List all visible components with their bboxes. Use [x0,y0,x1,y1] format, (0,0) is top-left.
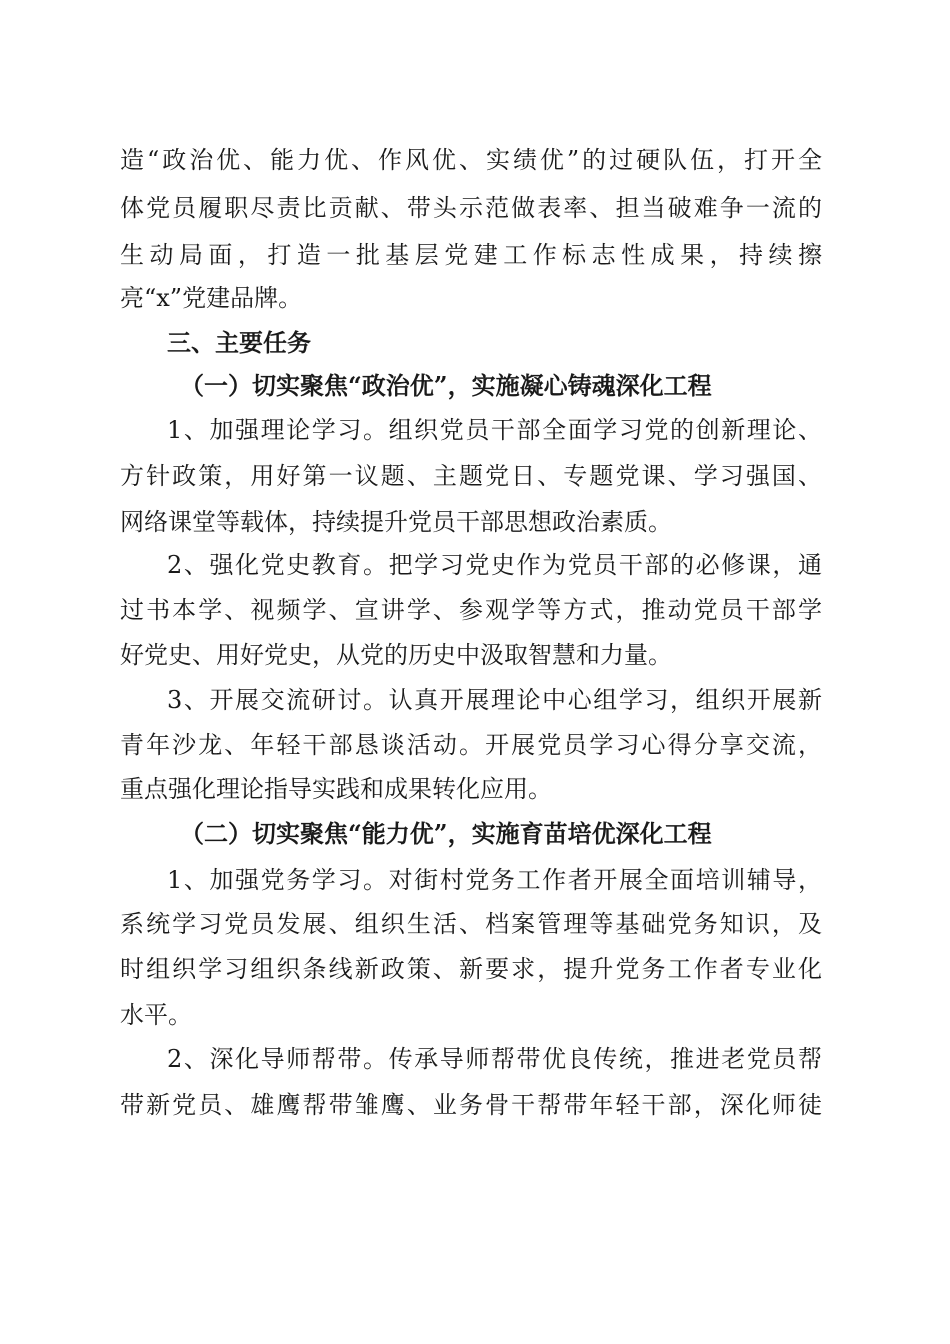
paragraph-line: 青年沙龙、年轻干部恳谈活动。开展党员学习心得分享交流， [120,731,822,759]
paragraph-line: 2、深化导师帮带。传承导师帮带优良传统，推进老党员帮 [167,1045,822,1073]
section-title: 三、主要任务 [167,329,311,357]
subsection-title: （一）切实聚焦“政治优”，实施凝心铸魂深化工程 [180,372,712,400]
paragraph-line: 过书本学、视频学、宣讲学、参观学等方式，推动党员干部学 [120,596,822,624]
paragraph-line: 水平。 [120,1001,192,1029]
subsection-title: （二）切实聚焦“能力优”，实施育苗培优深化工程 [180,820,712,848]
paragraph-line: 系统学习党员发展、组织生活、档案管理等基础党务知识，及 [120,910,822,938]
intro-line: 亮“x”党建品牌。 [120,284,303,312]
intro-line: 造“政治优、能力优、作风优、实绩优”的过硬队伍，打开全 [120,146,822,174]
paragraph-line: 重点强化理论指导实践和成果转化应用。 [120,775,552,803]
paragraph-line: 2、强化党史教育。把学习党史作为党员干部的必修课，通 [167,551,822,579]
paragraph-line: 1、加强理论学习。组织党员干部全面学习党的创新理论、 [167,416,822,444]
intro-line: 生动局面，打造一批基层党建工作标志性成果，持续擦 [120,241,822,269]
paragraph-line: 方针政策，用好第一议题、主题党日、专题党课、学习强国、 [120,462,822,490]
intro-line: 体党员履职尽责比贡献、带头示范做表率、担当破难争一流的 [120,194,822,222]
paragraph-line: 1、加强党务学习。对街村党务工作者开展全面培训辅导， [167,866,822,894]
paragraph-line: 3、开展交流研讨。认真开展理论中心组学习，组织开展新 [167,686,822,714]
paragraph-line: 网络课堂等载体，持续提升党员干部思想政治素质。 [120,508,672,536]
paragraph-line: 带新党员、雄鹰帮带雏鹰、业务骨干帮带年轻干部，深化师徒 [120,1091,822,1119]
paragraph-line: 时组织学习组织条线新政策、新要求，提升党务工作者专业化 [120,955,822,983]
paragraph-line: 好党史、用好党史，从党的历史中汲取智慧和力量。 [120,641,672,669]
